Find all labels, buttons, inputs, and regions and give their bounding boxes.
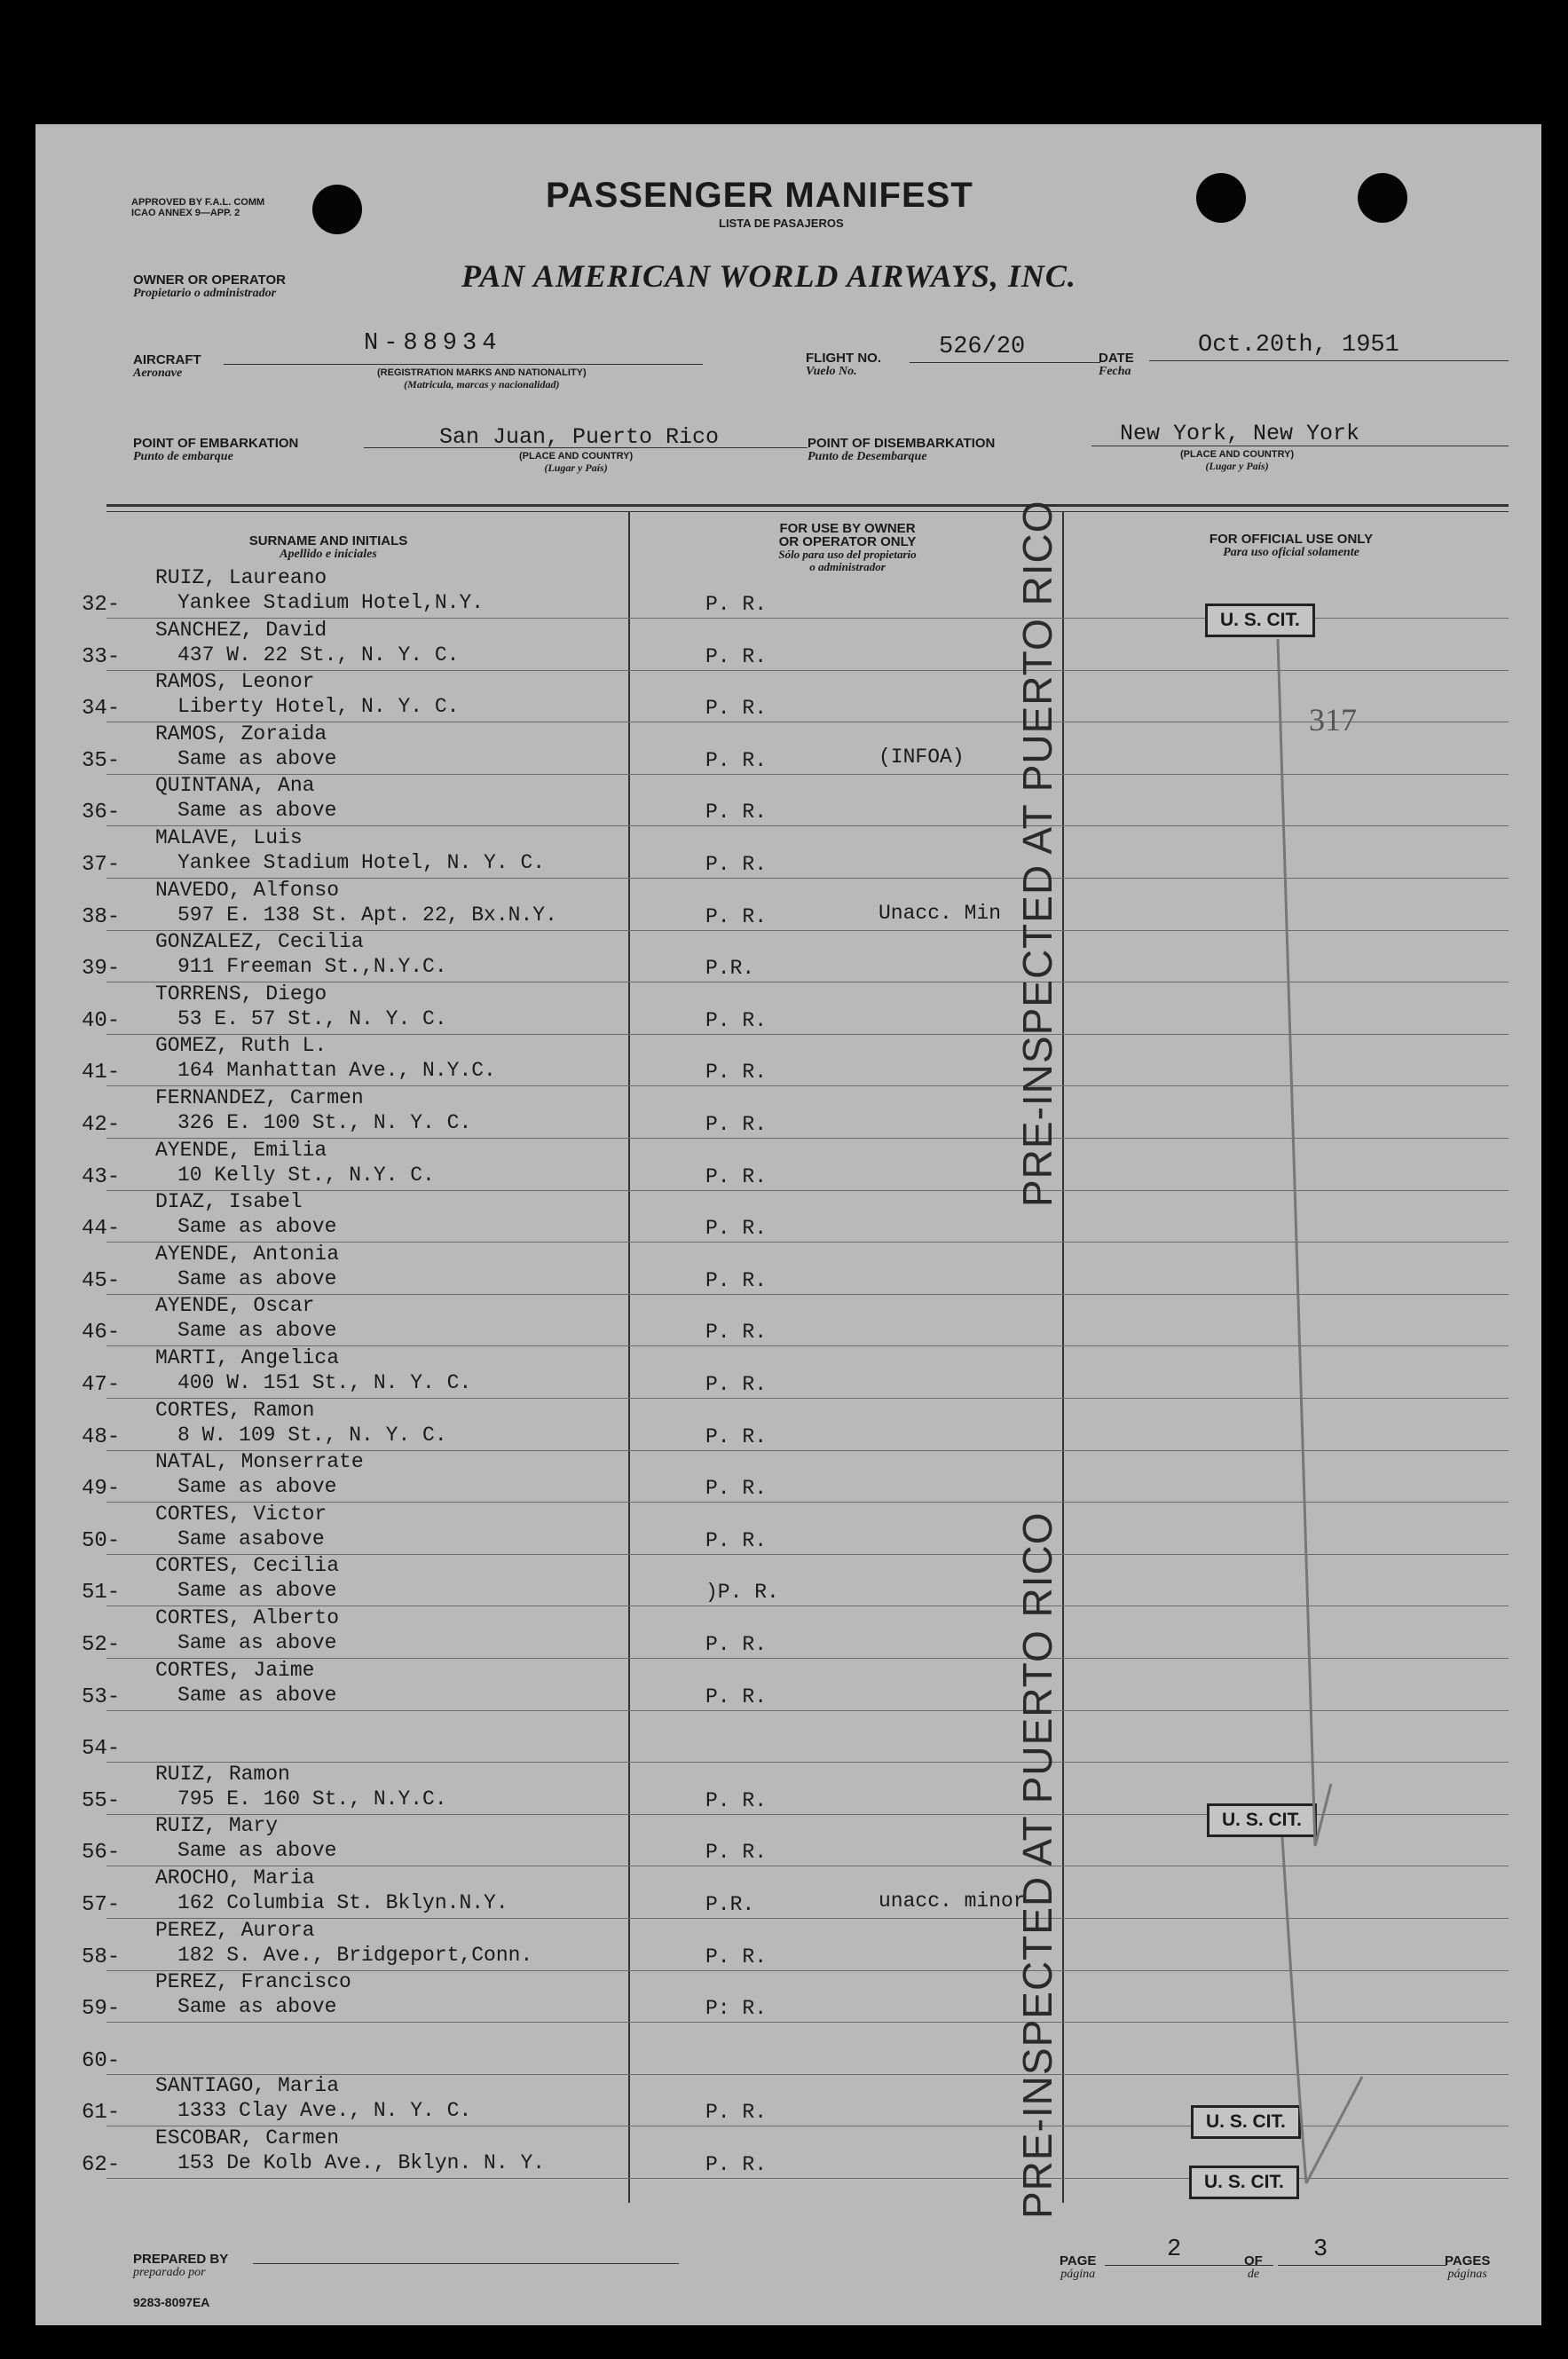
row-number: 35-: [82, 748, 121, 773]
row-number: 61-: [82, 2101, 121, 2126]
date-underline: [1149, 360, 1509, 361]
passenger-name: RAMOS, Leonor: [155, 670, 315, 694]
row-number: 57-: [82, 1893, 121, 1917]
flight-value: 526/20: [939, 334, 1026, 360]
owner-use-value: P. R.: [705, 1113, 768, 1136]
row-number: 49-: [82, 1477, 121, 1502]
passenger-address: 597 E. 138 St. Apt. 22, Bx.N.Y.: [177, 903, 557, 927]
passenger-name: MALAVE, Luis: [155, 826, 303, 849]
passenger-address: 8 W. 109 St., N. Y. C.: [177, 1423, 447, 1447]
passenger-name: CORTES, Cecilia: [155, 1554, 340, 1578]
aircraft-caption: (REGISTRATION MARKS AND NATIONALITY) (Matricula, marcas y nacionalidad): [377, 367, 587, 391]
of-value: 3: [1313, 2237, 1328, 2263]
passenger-name: RUIZ, Mary: [155, 1814, 279, 1838]
check-mark-line: [1278, 639, 1315, 1846]
owner-use-value: )P. R.: [705, 1581, 779, 1605]
owner-note: Unacc. Min: [879, 901, 1002, 925]
embark-value: San Juan, Puerto Rico: [439, 424, 720, 450]
date-value: Oct.20th, 1951: [1198, 332, 1399, 359]
owner-use-value: P. R.: [705, 2153, 768, 2176]
row-number: 48-: [82, 1424, 121, 1449]
row-number: 37-: [82, 853, 121, 877]
row-number: 46-: [82, 1321, 121, 1345]
table-top-border: [106, 511, 1509, 512]
row-number: 40-: [82, 1008, 121, 1033]
form-note: APPROVED BY F.A.L. COMM ICAO ANNEX 9—APP. 2: [131, 197, 265, 218]
passenger-name: FERNANDEZ, Carmen: [155, 1086, 364, 1109]
owner-note: (INFOA): [879, 745, 965, 769]
passenger-address: Yankee Stadium Hotel, N. Y. C.: [177, 851, 546, 874]
owner-use-value: P. R.: [705, 697, 768, 721]
passenger-name: AROCHO, Maria: [155, 1866, 315, 1890]
us-cit-stamp: U. S. CIT.: [1207, 1803, 1317, 1837]
aircraft-underline: [224, 364, 703, 365]
passenger-address: Same as above: [177, 799, 337, 823]
owner-use-value: P. R.: [705, 1841, 768, 1865]
row-number: 39-: [82, 957, 121, 982]
row-number: 36-: [82, 801, 121, 825]
date-label: DATE Fecha: [1099, 351, 1134, 378]
handwritten-number: 317: [1309, 702, 1357, 738]
row-number: 45-: [82, 1268, 121, 1293]
flight-underline: [910, 362, 1100, 363]
check-marks: [1260, 630, 1402, 2228]
passenger-name: TORRENS, Diego: [155, 982, 327, 1006]
row-number: 53-: [82, 1684, 121, 1709]
us-cit-stamp: U. S. CIT.: [1191, 2105, 1301, 2139]
owner-use-value: P. R.: [705, 1424, 768, 1448]
row-number: 55-: [82, 1788, 121, 1813]
row-number: 43-: [82, 1164, 121, 1189]
owner-label: OWNER OR OPERATOR Propietario o administrador: [133, 272, 286, 300]
flight-label: FLIGHT NO. Vuelo No.: [806, 351, 881, 378]
passenger-address: 153 De Kolb Ave., Bklyn. N. Y.: [177, 2151, 546, 2174]
passenger-address: 10 Kelly St., N.Y. C.: [177, 1163, 435, 1187]
disembark-caption: (PLACE AND COUNTRY) (Lugar y País): [1180, 449, 1295, 472]
row-number: 41-: [82, 1061, 121, 1085]
column-divider: [1062, 512, 1064, 2203]
owner-use-value: P. R.: [705, 748, 768, 772]
passenger-address: Same as above: [177, 1266, 337, 1290]
passenger-name: GOMEZ, Ruth L.: [155, 1034, 327, 1058]
passenger-address: 911 Freeman St.,N.Y.C.: [177, 955, 447, 979]
punch-hole: [1358, 173, 1407, 223]
embark-label: POINT OF EMBARKATION Punto de embarque: [133, 436, 299, 463]
passenger-address: 162 Columbia St. Bklyn.N.Y.: [177, 1891, 508, 1914]
passenger-address: Same as above: [177, 1475, 337, 1499]
owner-use-value: P. R.: [705, 1008, 768, 1032]
passenger-address: Same as above: [177, 1319, 337, 1343]
column-header-names: SURNAME AND INITIALS Apellido e iniciales: [248, 533, 408, 561]
passenger-name: MARTI, Angelica: [155, 1346, 340, 1369]
owner-use-value: P. R.: [705, 1633, 768, 1656]
owner-use-value: P. R.: [705, 2101, 768, 2125]
preinspected-stamp: PRE-INSPECTED AT PUERTO RICO: [1014, 1511, 1060, 2219]
column-header-official: FOR OFFICIAL USE ONLY Para uso oficial solamente: [1209, 532, 1374, 559]
passenger-name: RUIZ, Laureano: [155, 566, 327, 589]
passenger-name: CORTES, Alberto: [155, 1606, 340, 1629]
passenger-address: 795 E. 160 St., N.Y.C.: [177, 1787, 447, 1811]
page-title: PASSENGER MANIFEST: [546, 176, 973, 215]
owner-use-value: P. R.: [705, 904, 768, 928]
row-number: 47-: [82, 1373, 121, 1397]
passenger-address: 164 Manhattan Ave., N.Y.C.: [177, 1059, 496, 1083]
passenger-address: Same as above: [177, 1215, 337, 1239]
passenger-address: Same as above: [177, 1839, 337, 1863]
row-number: 60-: [82, 2048, 121, 2073]
owner-use-value: P. R.: [705, 1528, 768, 1552]
owner-use-value: P. R.: [705, 1217, 768, 1241]
row-number: 51-: [82, 1581, 121, 1606]
owner-value: PAN AMERICAN WORLD AIRWAYS, INC.: [461, 258, 1076, 294]
pages-label: PAGES páginas: [1445, 2253, 1491, 2281]
passenger-name: PEREZ, Francisco: [155, 1970, 351, 1994]
column-header-owner: FOR USE BY OWNER OR OPERATOR ONLY Sólo para uso del propietario o administrador: [778, 521, 917, 573]
page-title-es: LISTA DE PASAJEROS: [719, 217, 844, 230]
owner-use-value: P. R.: [705, 801, 768, 824]
row-number: 62-: [82, 2153, 121, 2177]
aircraft-label: AIRCRAFT Aeronave: [133, 352, 201, 380]
owner-use-value: P. R.: [705, 593, 768, 616]
passenger-name: AYENDE, Emilia: [155, 1138, 327, 1162]
owner-use-value: P. R.: [705, 644, 768, 668]
passenger-name: GONZALEZ, Cecilia: [155, 930, 364, 954]
row-number: 34-: [82, 697, 121, 722]
passenger-name: NATAL, Monserrate: [155, 1450, 364, 1474]
passenger-name: RAMOS, Zoraida: [155, 722, 327, 746]
owner-use-value: P. R.: [705, 1061, 768, 1085]
row-number: 44-: [82, 1217, 121, 1242]
passenger-address: Same as above: [177, 1683, 337, 1707]
page-value: 2: [1167, 2237, 1182, 2263]
column-divider: [628, 512, 630, 2203]
passenger-name: CORTES, Jaime: [155, 1658, 315, 1682]
row-number: 33-: [82, 644, 121, 669]
passenger-name: CORTES, Ramon: [155, 1398, 315, 1422]
owner-use-value: P. R.: [705, 1321, 768, 1345]
passenger-name: CORTES, Victor: [155, 1502, 327, 1526]
passenger-name: PEREZ, Aurora: [155, 1918, 315, 1942]
passenger-address: Same as above: [177, 1579, 337, 1603]
prepared-underline: [253, 2263, 679, 2264]
punch-hole: [1196, 173, 1246, 223]
passenger-name: AYENDE, Oscar: [155, 1294, 315, 1318]
aircraft-value: N-88934: [364, 330, 502, 357]
owner-use-value: P. R.: [705, 1268, 768, 1292]
passenger-name: QUINTANA, Ana: [155, 774, 315, 798]
check-mark-line: [1282, 1837, 1306, 2183]
passenger-address: 1333 Clay Ave., N. Y. C.: [177, 2099, 472, 2123]
passenger-address: Yankee Stadium Hotel,N.Y.: [177, 591, 485, 614]
passenger-address: 53 E. 57 St., N. Y. C.: [177, 1006, 447, 1030]
preinspected-stamp: PRE-INSPECTED AT PUERTO RICO: [1014, 500, 1060, 1207]
passenger-address: 182 S. Ave., Bridgeport,Conn.: [177, 1943, 533, 1967]
passenger-name: ESCOBAR, Carmen: [155, 2126, 340, 2150]
us-cit-stamp: U. S. CIT.: [1205, 604, 1315, 637]
passenger-address: Same asabove: [177, 1527, 325, 1550]
prepared-by: PREPARED BY preparado por: [133, 2252, 229, 2279]
passenger-name: NAVEDO, Alfonso: [155, 878, 340, 902]
table-top-border: [106, 504, 1509, 507]
row-number: 58-: [82, 1945, 121, 1969]
disembark-value: New York, New York: [1120, 421, 1360, 446]
passenger-name: RUIZ, Ramon: [155, 1762, 290, 1786]
passenger-address: Liberty Hotel, N. Y. C.: [177, 695, 460, 719]
passenger-address: Same as above: [177, 746, 337, 770]
row-number: 50-: [82, 1528, 121, 1553]
row-number: 56-: [82, 1841, 121, 1866]
row-number: 32-: [82, 593, 121, 617]
form-number: 9283-8097EA: [133, 2295, 210, 2309]
passenger-name: SANTIAGO, Maria: [155, 2074, 340, 2098]
check-mark-tick: [1315, 1784, 1331, 1846]
row-number: 38-: [82, 904, 121, 929]
passenger-name: SANCHEZ, David: [155, 618, 327, 642]
owner-note: unacc. minor: [879, 1890, 1026, 1913]
page-label: PAGE página: [1060, 2253, 1097, 2281]
owner-use-value: P. R.: [705, 853, 768, 876]
embark-caption: (PLACE AND COUNTRY) (Lugar y País): [519, 451, 634, 474]
of-label: OF de: [1244, 2253, 1263, 2281]
owner-use-value: P. R.: [705, 1788, 768, 1812]
check-mark-tick: [1306, 2077, 1362, 2183]
row-number: 59-: [82, 1997, 121, 2022]
owner-use-value: P. R.: [705, 1373, 768, 1396]
passenger-address: 326 E. 100 St., N. Y. C.: [177, 1111, 472, 1134]
passenger-name: DIAZ, Isabel: [155, 1190, 303, 1214]
passenger-address: 437 W. 22 St., N. Y. C.: [177, 643, 460, 667]
passenger-address: 400 W. 151 St., N. Y. C.: [177, 1371, 472, 1394]
owner-use-value: P. R.: [705, 1945, 768, 1968]
manifest-sheet: [35, 124, 1541, 2325]
owner-use-value: P.R.: [705, 1893, 755, 1916]
owner-use-value: P. R.: [705, 1164, 768, 1188]
passenger-address: Same as above: [177, 1995, 337, 2019]
punch-hole: [312, 185, 362, 234]
row-number: 42-: [82, 1113, 121, 1137]
row-number: 54-: [82, 1737, 121, 1762]
passenger-name: AYENDE, Antonia: [155, 1242, 340, 1266]
us-cit-stamp: U. S. CIT.: [1189, 2166, 1299, 2199]
owner-use-value: P. R.: [705, 1477, 768, 1501]
disembark-label: POINT OF DISEMBARKATION Punto de Desembarque: [808, 436, 996, 463]
owner-use-value: P.R.: [705, 957, 755, 981]
passenger-address: Same as above: [177, 1631, 337, 1654]
of-underline: [1278, 2265, 1446, 2266]
owner-use-value: P: R.: [705, 1997, 768, 2021]
row-number: 52-: [82, 1633, 121, 1657]
owner-use-value: P. R.: [705, 1684, 768, 1708]
